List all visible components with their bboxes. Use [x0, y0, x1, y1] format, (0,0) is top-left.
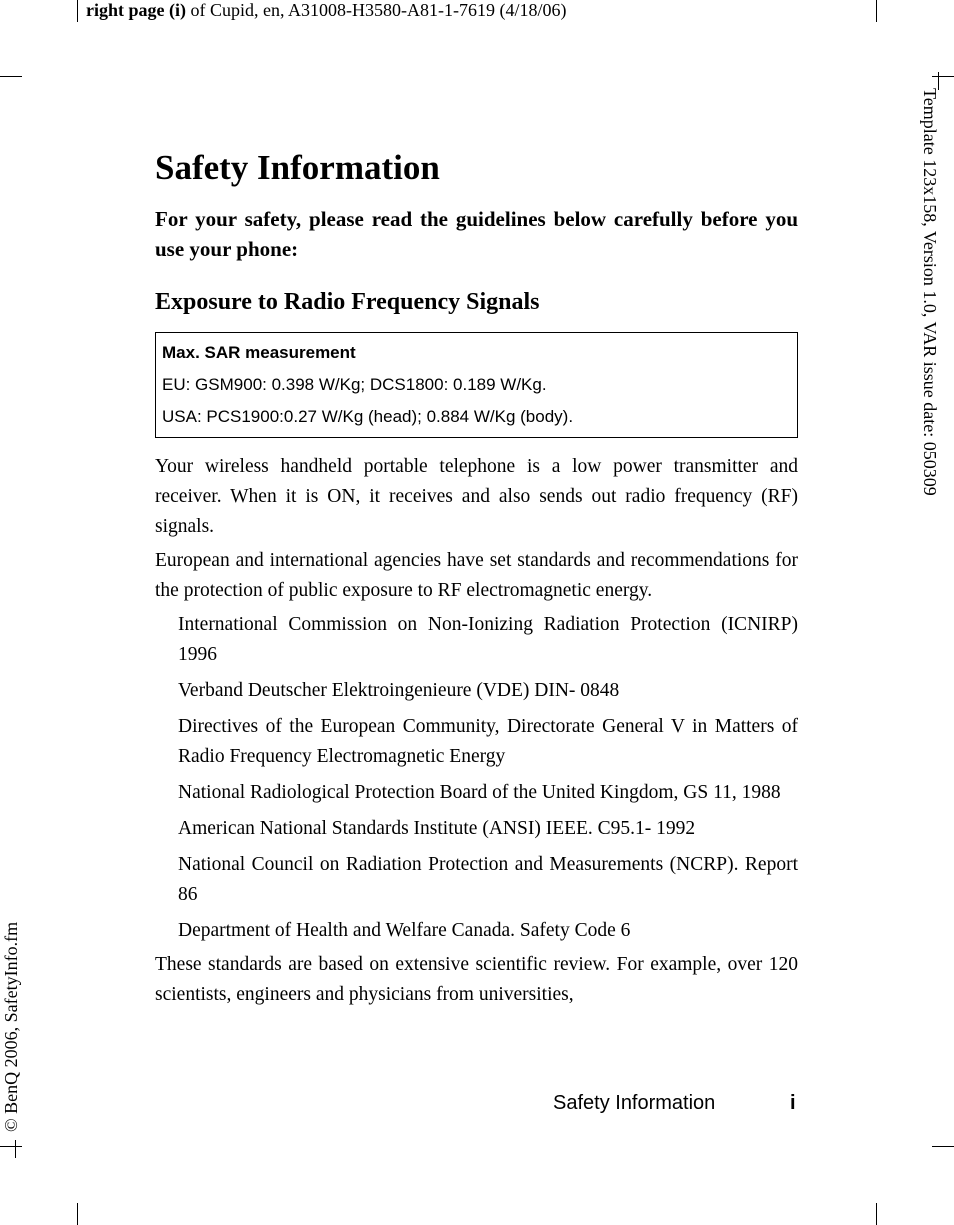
crop-mark [0, 76, 22, 77]
paragraph-review: These standards are based on extensive scientific review. For example, over 120 scientists, engineers and physicians from universities, [155, 954, 798, 1005]
paragraph-agencies: European and international agencies have set standards and recommendations for the protection of public exposure to RF electromagnetic energy. [155, 550, 798, 601]
sar-eu: EU: GSM900: 0.398 W/Kg; DCS1800: 0.189 W/Kg. [162, 375, 547, 394]
sar-box [155, 332, 798, 438]
standards-list [155, 610, 798, 946]
crop-mark [0, 1146, 22, 1147]
template-info: Template 123x158, Version 1.0, VAR issue date: 050309 [920, 88, 940, 496]
list-item: Department of Health and Welfare Canada. Safety Code 6 [178, 920, 631, 941]
copyright-info: © BenQ 2006, SafetyInfo.fm [1, 921, 21, 1132]
list-item: American National Standards Institute (ANSI) IEEE. C95.1- 1992 [178, 818, 696, 839]
footer-page-number: i [790, 1092, 796, 1114]
side-rule [15, 1140, 16, 1158]
crop-mark [932, 1146, 954, 1147]
list-item: National Council on Radiation Protection and Measurements (NCRP). Report 86 [178, 854, 798, 905]
header-slug-bold: right page (i) [86, 0, 186, 20]
list-item: International Commission on Non-Ionizing Radiation Protection (ICNIRP) 1996 [178, 614, 798, 665]
crop-mark [876, 1203, 877, 1225]
header-slug-rest: of Cupid, en, A31008-H3580-A81-1-7619 (4/18/06) [185, 0, 567, 20]
list-item: Directives of the European Community, Directorate General V in Matters of Radio Frequency Electromagnetic Energy [178, 716, 798, 767]
paragraph-transmitter: Your wireless handheld portable telephone is a low power transmitter and receiver. When it is ON, it receives and also sends out radio frequency (RF) signals. [155, 456, 798, 537]
crop-mark [932, 76, 954, 77]
list-item: National Radiological Protection Board of the United Kingdom, GS 11, 1988 [178, 782, 781, 803]
page-title: Safety Information [155, 148, 440, 187]
footer-section-title: Safety Information [553, 1092, 716, 1114]
crop-mark [77, 0, 78, 22]
header-slug [86, 0, 566, 20]
section-heading: Exposure to Radio Frequency Signals [155, 289, 540, 315]
crop-mark [77, 1203, 78, 1225]
sar-title: Max. SAR measurement [162, 343, 356, 362]
sar-usa: USA: PCS1900:0.27 W/Kg (head); 0.884 W/Kg (body). [162, 407, 574, 426]
crop-mark [876, 0, 877, 22]
list-item: Verband Deutscher Elektroingenieure (VDE) DIN- 0848 [178, 680, 620, 701]
page-content [155, 146, 798, 1010]
intro-text: For your safety, please read the guidelines below carefully before you use your phone: [155, 207, 798, 261]
